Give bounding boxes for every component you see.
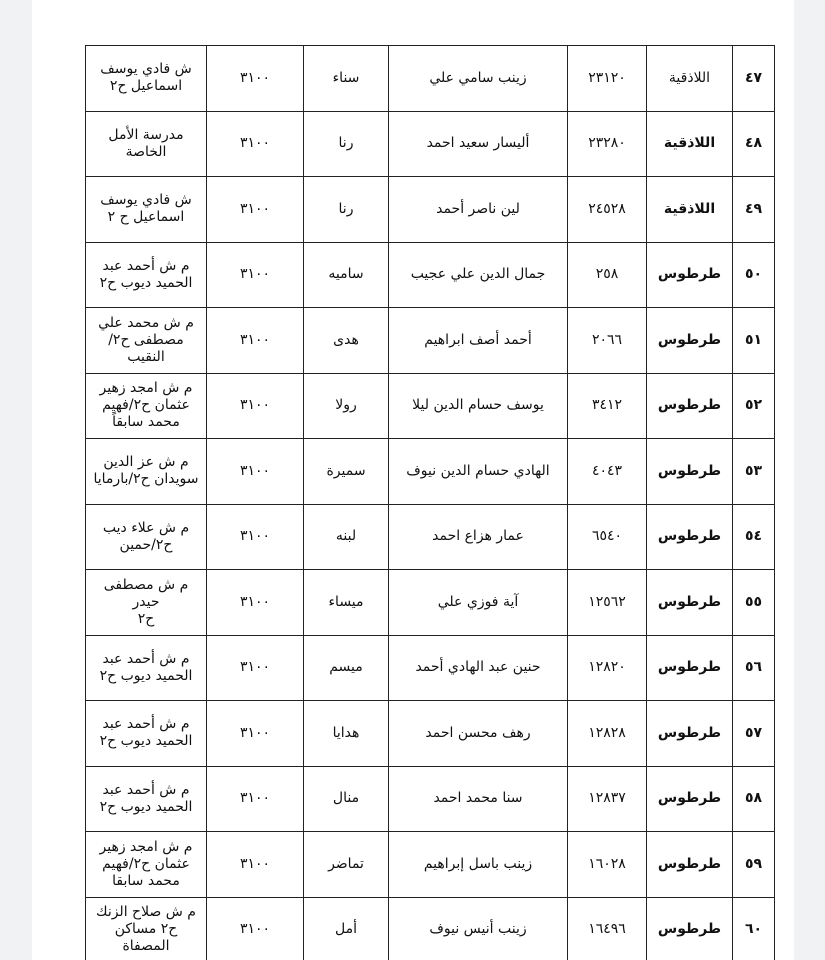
id-number-cell: ٢٠٦٦ [568, 308, 647, 374]
student-name-cell: يوسف حسام الدين ليلا [389, 373, 568, 439]
table-row [86, 504, 775, 570]
mother-name-cell: سناء [304, 46, 389, 112]
table-body [86, 46, 775, 960]
id-number-cell: ٤٠٤٣ [568, 439, 647, 505]
table-row [86, 111, 775, 177]
table-row [86, 46, 775, 112]
mother-name-cell: أمل [304, 897, 389, 960]
mother-name-cell: سميرة [304, 439, 389, 505]
id-number-cell: ١٢٥٦٢ [568, 570, 647, 636]
city-cell: طرطوس [647, 701, 733, 767]
table-row [86, 766, 775, 832]
viewer-margin-left [0, 0, 32, 960]
amount-cell: ٣١٠٠ [207, 46, 304, 112]
amount-cell: ٣١٠٠ [207, 832, 304, 898]
city-cell: طرطوس [647, 308, 733, 374]
viewer-margin-right [794, 0, 825, 960]
city-cell: طرطوس [647, 570, 733, 636]
student-name-cell: زينب سامي علي [389, 46, 568, 112]
student-name-cell: زينب أنيس نيوف [389, 897, 568, 960]
results-table [85, 45, 775, 960]
row-number-cell: ٥٧ [733, 701, 775, 767]
amount-cell: ٣١٠٠ [207, 111, 304, 177]
row-number-cell: ٥١ [733, 308, 775, 374]
table-row [86, 308, 775, 374]
id-number-cell: ٢٥٨ [568, 242, 647, 308]
school-cell: م ش علاء ديب ح٢/حمين [86, 504, 207, 570]
school-cell: ش فادي يوسف اسماعيل ح٢ [86, 46, 207, 112]
mother-name-cell: هدايا [304, 701, 389, 767]
student-name-cell: أحمد أصف ابراهيم [389, 308, 568, 374]
school-cell: م ش أحمد عبد الحميد ديوب ح٢ [86, 635, 207, 701]
row-number-cell: ٥٠ [733, 242, 775, 308]
id-number-cell: ٢٤٥٢٨ [568, 177, 647, 243]
mother-name-cell: ساميه [304, 242, 389, 308]
table-row [86, 897, 775, 960]
table-row [86, 570, 775, 636]
city-cell: طرطوس [647, 766, 733, 832]
city-cell: اللاذقية [647, 46, 733, 112]
row-number-cell: ٥٢ [733, 373, 775, 439]
amount-cell: ٣١٠٠ [207, 701, 304, 767]
document-page [32, 0, 794, 960]
city-cell: اللاذقية [647, 177, 733, 243]
table-row [86, 177, 775, 243]
table-row [86, 701, 775, 767]
city-cell: طرطوس [647, 832, 733, 898]
row-number-cell: ٥٥ [733, 570, 775, 636]
amount-cell: ٣١٠٠ [207, 504, 304, 570]
mother-name-cell: رنا [304, 111, 389, 177]
student-name-cell: آية فوزي علي [389, 570, 568, 636]
id-number-cell: ٢٣٢٨٠ [568, 111, 647, 177]
id-number-cell: ٢٣١٢٠ [568, 46, 647, 112]
student-name-cell: رهف محسن احمد [389, 701, 568, 767]
school-cell: م ش أحمد عبد الحميد ديوب ح٢ [86, 701, 207, 767]
table-row [86, 373, 775, 439]
table-row [86, 635, 775, 701]
mother-name-cell: هدى [304, 308, 389, 374]
table-row [86, 439, 775, 505]
amount-cell: ٣١٠٠ [207, 242, 304, 308]
mother-name-cell: منال [304, 766, 389, 832]
table-row [86, 242, 775, 308]
mother-name-cell: رنا [304, 177, 389, 243]
school-cell: م ش صلاح الزنك ح٢ مساكن المصفاة [86, 897, 207, 960]
school-cell: م ش أحمد عبد الحميد ديوب ح٢ [86, 242, 207, 308]
row-number-cell: ٦٠ [733, 897, 775, 960]
school-cell: م ش محمد علي مصطفى ح٢/النقيب [86, 308, 207, 374]
amount-cell: ٣١٠٠ [207, 177, 304, 243]
row-number-cell: ٤٧ [733, 46, 775, 112]
student-name-cell: أليسار سعيد احمد [389, 111, 568, 177]
id-number-cell: ٦٥٤٠ [568, 504, 647, 570]
row-number-cell: ٥٩ [733, 832, 775, 898]
city-cell: طرطوس [647, 504, 733, 570]
school-cell: م ش مصطفى حيدر ح٢ [86, 570, 207, 636]
mother-name-cell: لبنه [304, 504, 389, 570]
id-number-cell: ١٢٨٢٨ [568, 701, 647, 767]
id-number-cell: ٣٤١٢ [568, 373, 647, 439]
amount-cell: ٣١٠٠ [207, 373, 304, 439]
student-name-cell: لين ناصر أحمد [389, 177, 568, 243]
student-name-cell: عمار هزاع احمد [389, 504, 568, 570]
id-number-cell: ١٢٨٢٠ [568, 635, 647, 701]
school-cell: ش فادي يوسف اسماعيل ح ٢ [86, 177, 207, 243]
id-number-cell: ١٦٠٢٨ [568, 832, 647, 898]
student-name-cell: جمال الدين علي عجيب [389, 242, 568, 308]
id-number-cell: ١٦٤٩٦ [568, 897, 647, 960]
amount-cell: ٣١٠٠ [207, 897, 304, 960]
city-cell: طرطوس [647, 373, 733, 439]
student-name-cell: زينب باسل إبراهيم [389, 832, 568, 898]
city-cell: اللاذقية [647, 111, 733, 177]
amount-cell: ٣١٠٠ [207, 439, 304, 505]
table-row [86, 832, 775, 898]
amount-cell: ٣١٠٠ [207, 635, 304, 701]
student-name-cell: سنا محمد احمد [389, 766, 568, 832]
student-name-cell: حنين عبد الهادي أحمد [389, 635, 568, 701]
school-cell: م ش امجد زهير عثمان ح٢/فهيم محمد سابقاً [86, 373, 207, 439]
city-cell: طرطوس [647, 242, 733, 308]
school-cell: م ش عز الدين سويدان ح٢/بارمايا [86, 439, 207, 505]
student-name-cell: الهادي حسام الدين نيوف [389, 439, 568, 505]
amount-cell: ٣١٠٠ [207, 766, 304, 832]
city-cell: طرطوس [647, 439, 733, 505]
school-cell: م ش امجد زهير عثمان ح٢/فهيم محمد سابقا [86, 832, 207, 898]
city-cell: طرطوس [647, 635, 733, 701]
mother-name-cell: رولا [304, 373, 389, 439]
id-number-cell: ١٢٨٣٧ [568, 766, 647, 832]
amount-cell: ٣١٠٠ [207, 308, 304, 374]
mother-name-cell: ميساء [304, 570, 389, 636]
mother-name-cell: ميسم [304, 635, 389, 701]
school-cell: م ش أحمد عبد الحميد ديوب ح٢ [86, 766, 207, 832]
row-number-cell: ٥٦ [733, 635, 775, 701]
row-number-cell: ٥٣ [733, 439, 775, 505]
mother-name-cell: تماضر [304, 832, 389, 898]
row-number-cell: ٤٨ [733, 111, 775, 177]
row-number-cell: ٤٩ [733, 177, 775, 243]
row-number-cell: ٥٨ [733, 766, 775, 832]
city-cell: طرطوس [647, 897, 733, 960]
amount-cell: ٣١٠٠ [207, 570, 304, 636]
school-cell: مدرسة الأمل الخاصة [86, 111, 207, 177]
row-number-cell: ٥٤ [733, 504, 775, 570]
